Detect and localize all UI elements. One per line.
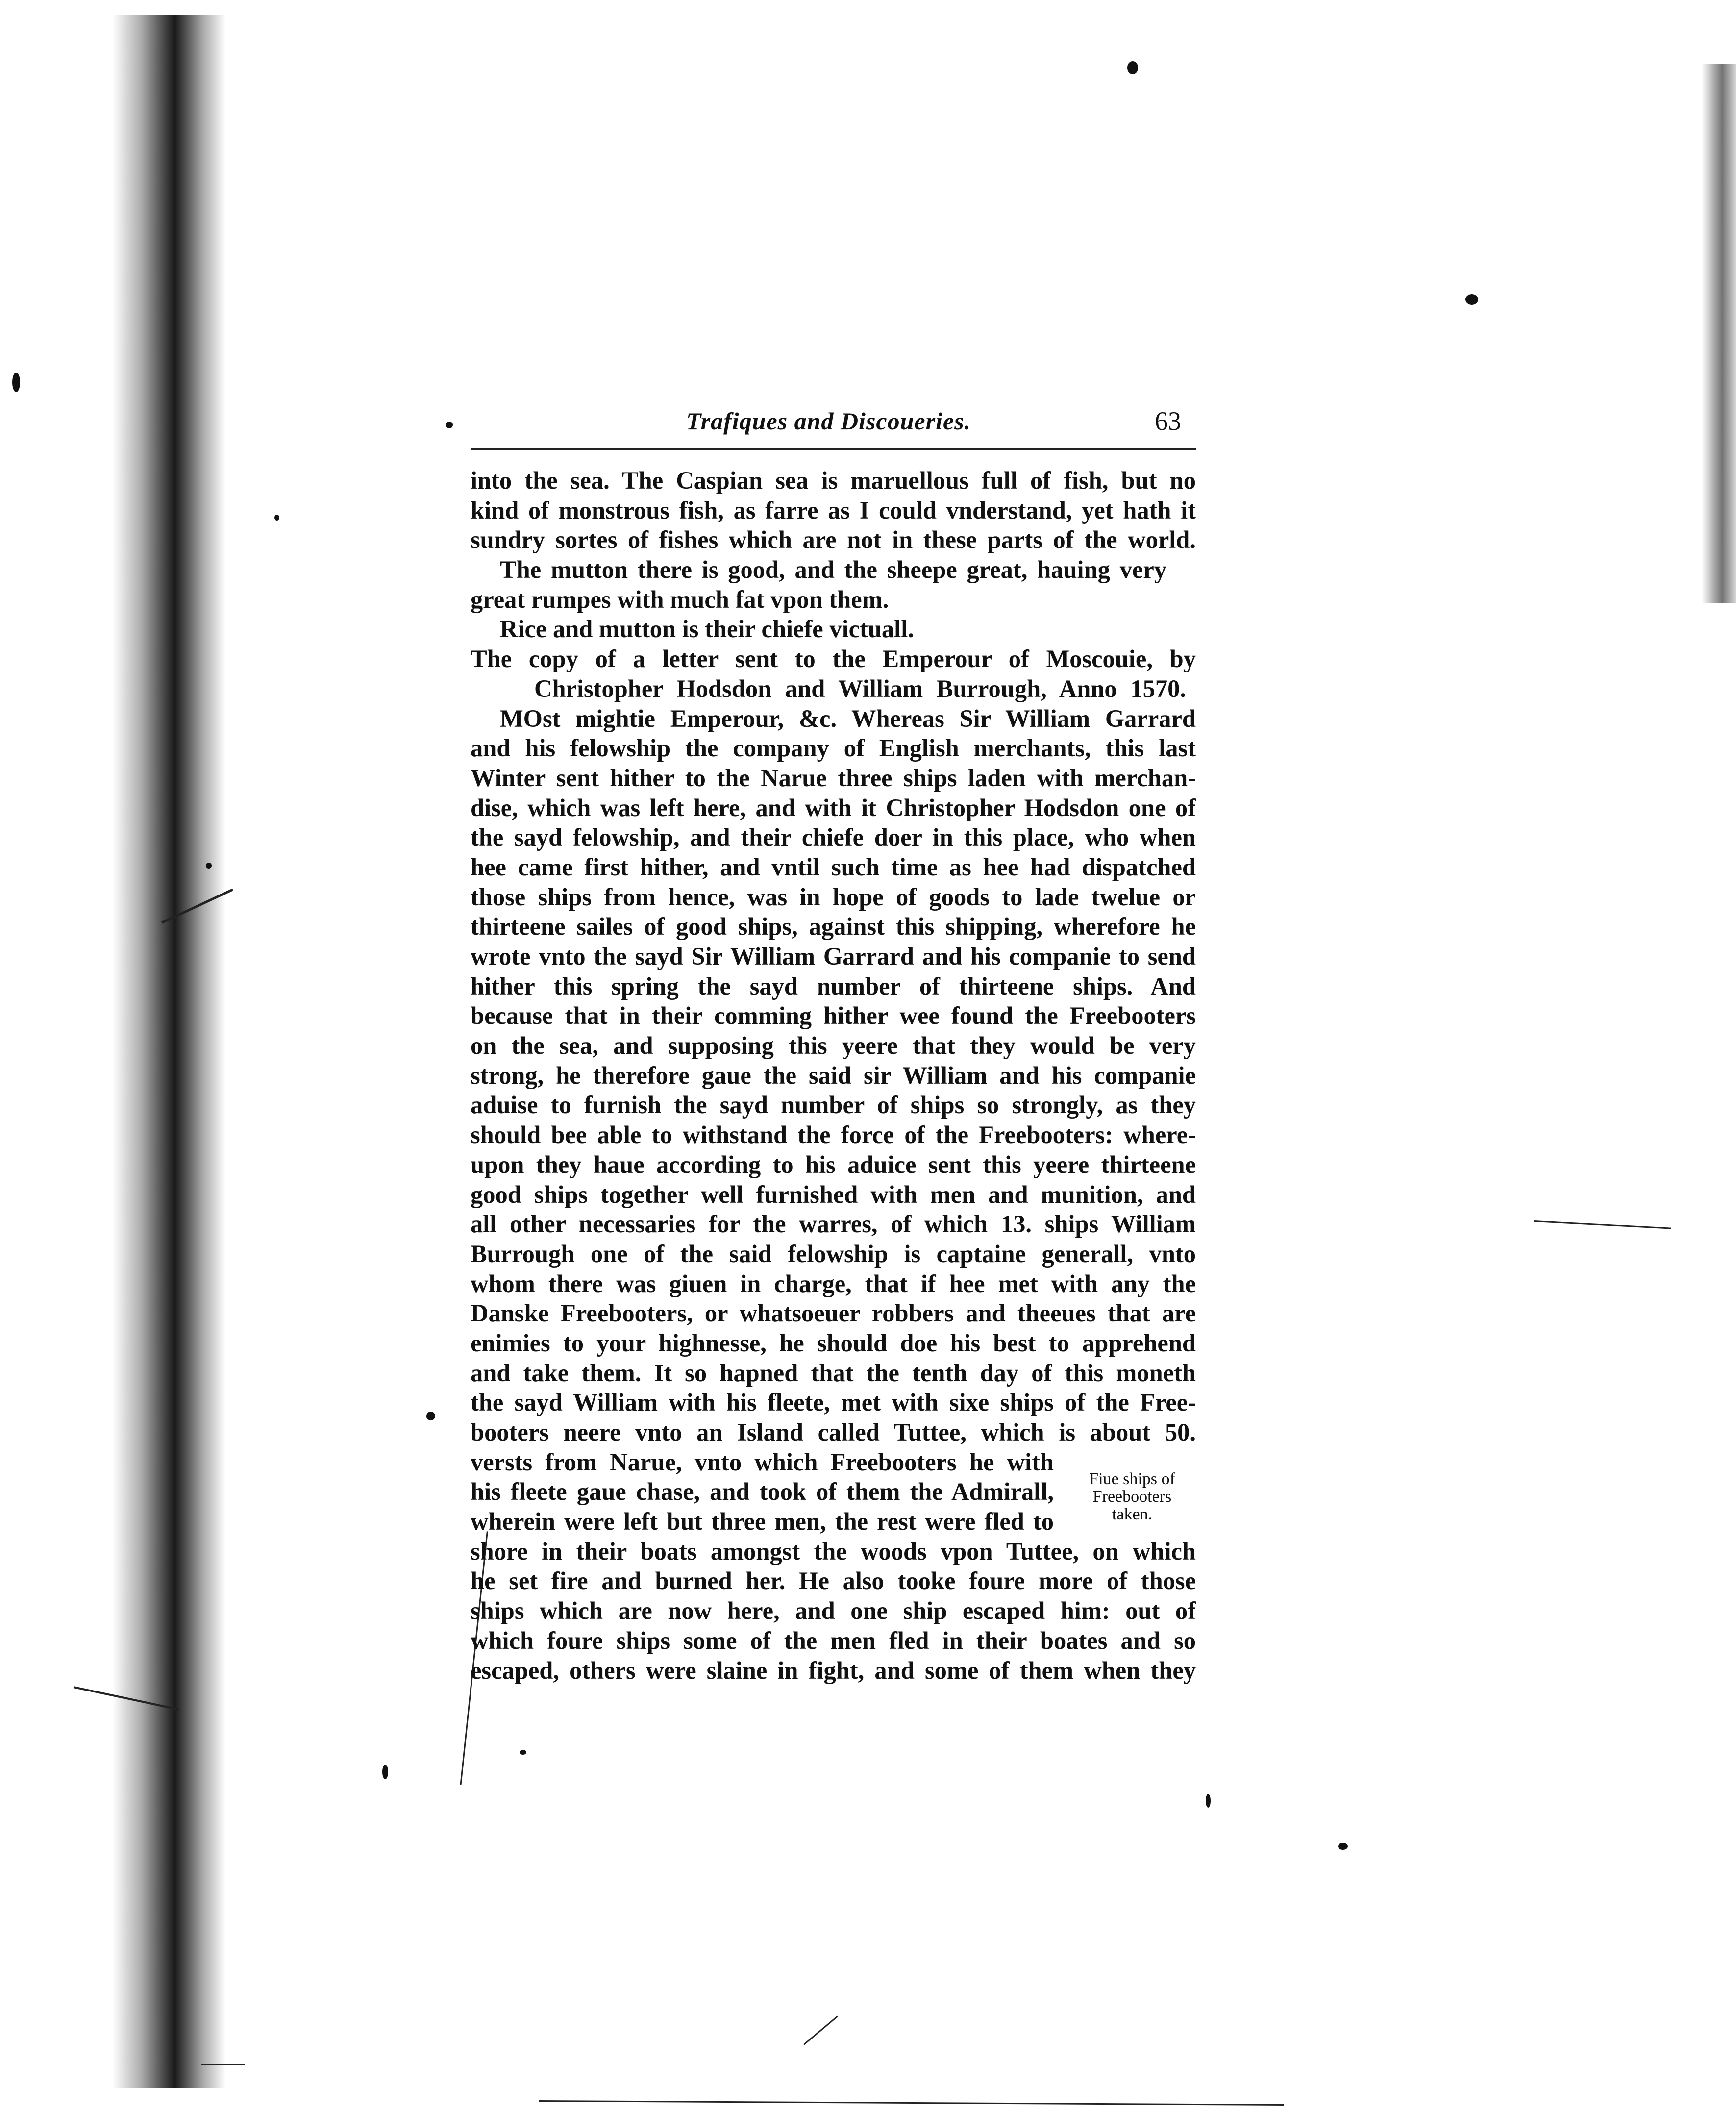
text-line: his fleete gaue chase, and took of them the Admirall, bbox=[471, 1478, 1054, 1506]
text-line: dise, which was left here, and with it Christopher Hodsdon one of bbox=[471, 794, 1196, 821]
text-line: great rumpes with much fat vpon them. bbox=[471, 585, 889, 613]
text-line: he set fire and burned her. He also tooke foure more of those bbox=[471, 1567, 1196, 1595]
text-line: thirteene sailes of good ships, against this shipping, wherefore he bbox=[471, 913, 1196, 941]
text-line: aduise to furnish the sayd number of ships so strongly, as they bbox=[471, 1091, 1196, 1119]
text-line: The mutton there is good, and the sheepe great, hauing very bbox=[500, 556, 1166, 584]
scan-speck bbox=[206, 863, 212, 869]
text-line: enimies to your highnesse, he should doe his best to apprehend bbox=[471, 1329, 1196, 1357]
scan-speck bbox=[426, 1412, 435, 1420]
text-line: upon they haue according to his aduice sent this yeere thirteene bbox=[471, 1150, 1196, 1178]
page-number: 63 bbox=[1155, 406, 1181, 436]
text-line: which foure ships some of the men fled in their boates and so bbox=[471, 1626, 1196, 1654]
scan-stroke bbox=[201, 2064, 245, 2065]
text-line: kind of monstrous fish, as farre as I could vnderstand, yet hath it bbox=[471, 496, 1196, 524]
page-header bbox=[471, 402, 1196, 446]
text-line: ships which are now here, and one ship escaped him: out of bbox=[471, 1597, 1196, 1625]
text-line: wrote vnto the sayd Sir William Garrard and his companie to send bbox=[471, 943, 1196, 970]
text-line: good ships together well furnished with men and munition, and bbox=[471, 1180, 1196, 1208]
text-line: those ships from hence, was in hope of goods to lade twelue or bbox=[471, 883, 1196, 911]
scan-gutter-shadow-right bbox=[1702, 64, 1736, 603]
scan-stroke bbox=[1534, 1220, 1671, 1229]
text-line: and his felowship the company of English merchants, this last bbox=[471, 734, 1196, 762]
text-line: escaped, others were slaine in fight, and some of them when they bbox=[471, 1656, 1196, 1684]
scan-speck bbox=[274, 515, 279, 521]
text-line: whom there was giuen in charge, that if hee met with any the bbox=[471, 1269, 1196, 1297]
scan-speck bbox=[1206, 1794, 1211, 1808]
scan-speck bbox=[1465, 294, 1478, 305]
text-line: and take them. It so hapned that the tenth day of this moneth bbox=[471, 1359, 1196, 1387]
book-page bbox=[471, 402, 1196, 1725]
scan-stroke bbox=[803, 2016, 838, 2045]
margin-note bbox=[1059, 1470, 1206, 1523]
scan-speck bbox=[446, 422, 453, 428]
scan-speck bbox=[1127, 61, 1138, 74]
margin-note-line: Fiue ships of bbox=[1089, 1470, 1175, 1488]
header-rule bbox=[471, 448, 1196, 450]
scan-speck bbox=[520, 1750, 526, 1755]
running-head: Trafiques and Discoueries. bbox=[686, 407, 971, 435]
scan-stroke bbox=[539, 2100, 1284, 2106]
text-line: because that in their comming hither wee found the Freebooters bbox=[471, 1002, 1196, 1030]
scan-gutter-shadow-left bbox=[113, 15, 225, 2088]
scan-speck bbox=[382, 1765, 388, 1779]
text-line: into the sea. The Caspian sea is maruellous full of fish, but no bbox=[471, 467, 1196, 494]
scan-speck bbox=[12, 373, 20, 392]
margin-note-line: taken. bbox=[1112, 1505, 1153, 1523]
text-line: strong, he therefore gaue the said sir William and his companie bbox=[471, 1061, 1196, 1089]
text-line: versts from Narue, vnto which Freebooters he with bbox=[471, 1448, 1054, 1476]
text-line: on the sea, and supposing this yeere that they would be very bbox=[471, 1032, 1196, 1060]
margin-note-line: Freebooters bbox=[1092, 1488, 1172, 1506]
text-line: Rice and mutton is their chiefe victuall. bbox=[500, 615, 914, 643]
letter-heading: Christopher Hodsdon and William Burrough, Anno 1570. bbox=[534, 674, 1186, 702]
text-line: all other necessaries for the warres, of which 13. ships William bbox=[471, 1210, 1196, 1238]
text-line: Burrough one of the said felowship is captaine generall, vnto bbox=[471, 1240, 1196, 1268]
text-line: booters neere vnto an Island called Tuttee, which is about 50. bbox=[471, 1418, 1196, 1446]
text-line: sundry sortes of fishes which are not in these parts of the world. bbox=[471, 526, 1196, 554]
text-line: hee came first hither, and vntil such time as hee had dispatched bbox=[471, 853, 1196, 881]
text-line: shore in their boats amongst the woods vpon Tuttee, on which bbox=[471, 1537, 1196, 1565]
text-line: MOst mightie Emperour, &c. Whereas Sir William Garrard bbox=[500, 704, 1196, 732]
letter-heading: The copy of a letter sent to the Emperour of Moscouie, by bbox=[471, 645, 1196, 673]
scan-speck bbox=[1338, 1843, 1348, 1850]
text-line: should bee able to withstand the force of the Freebooters: where- bbox=[471, 1121, 1196, 1149]
text-line: the sayd William with his fleete, met with sixe ships of the Free- bbox=[471, 1389, 1196, 1417]
text-line: hither this spring the sayd number of thirteene ships. And bbox=[471, 972, 1196, 1000]
text-line: Winter sent hither to the Narue three ships laden with merchan- bbox=[471, 764, 1196, 792]
text-line: Danske Freebooters, or whatsoeuer robbers and theeues that are bbox=[471, 1299, 1196, 1327]
text-line: the sayd felowship, and their chiefe doer in this place, who when bbox=[471, 823, 1196, 851]
text-line: wherein were left but three men, the rest were fled to bbox=[471, 1508, 1054, 1536]
